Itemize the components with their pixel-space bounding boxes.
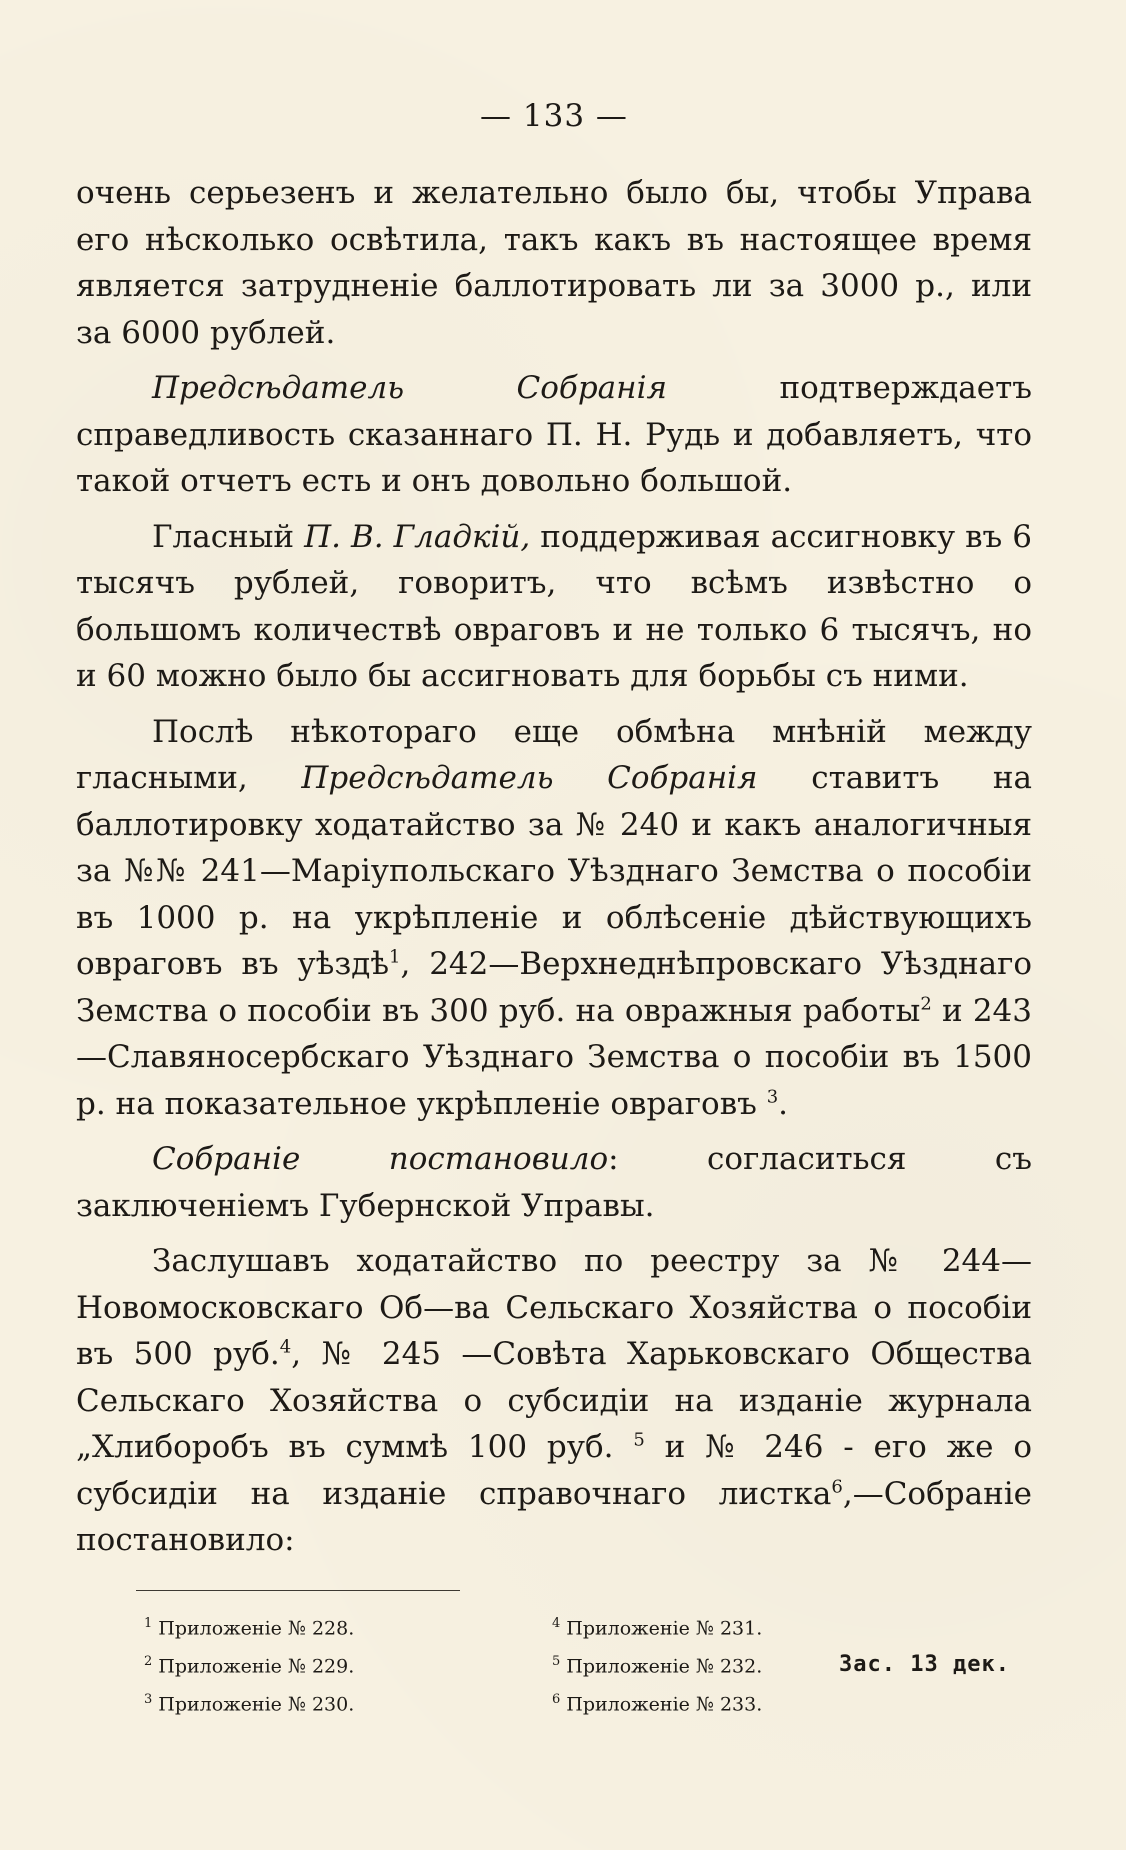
footnote-text-5: Приложеніе № 232. [566, 1655, 763, 1678]
footnote-1 [144, 1607, 458, 1645]
paragraph-2-italic-lead: Предсѣдатель Собранія [152, 370, 668, 406]
session-date-mark: Зас. 13 дек. [839, 1652, 1010, 1677]
footnote-text-1: Приложеніе № 228. [158, 1616, 355, 1639]
footnote-6 [552, 1683, 866, 1721]
footnotes-left-column [144, 1607, 458, 1722]
footnote-mark-3: 3 [144, 1692, 153, 1708]
footnote-text-4: Приложеніе № 231. [566, 1616, 763, 1639]
footnote-ref-5: 5 [633, 1429, 645, 1451]
page-number: — 133 — [480, 98, 628, 134]
footnote-4 [552, 1607, 866, 1645]
paragraph-1-text: очень серьезенъ и желательно было бы, чтобы Управа его нѣсколько освѣтила, такъ какъ въ настоящее время является затрудненіе баллотировать ли за 3000 р., или за 6000 рублей. [76, 175, 1032, 351]
footnote-text-6: Приложеніе № 233. [566, 1693, 763, 1716]
paragraph-4-text-start: Послѣ нѣкотораго еще обмѣна мнѣній между гласными, [76, 713, 1032, 796]
footnote-mark-4: 4 [552, 1615, 561, 1631]
paragraph-4-italic-name: Предсѣдатель Собранія [301, 760, 758, 796]
paragraph-4-text-mid2: , 242—Верхнеднѣпровскаго Уѣзднаго Земства о пособіи въ 300 руб. на овражныя работы [76, 946, 1032, 1029]
paragraph-3 [76, 514, 1032, 700]
footnote-mark-6: 6 [552, 1692, 561, 1708]
footnote-text-3: Приложеніе № 230. [158, 1693, 355, 1716]
footnote-5 [552, 1645, 866, 1683]
footnote-divider [136, 1590, 460, 1591]
paragraph-2-text: подтверждаетъ справедливость сказаннаго П. Н. Рудь и добавляетъ, что такой отчетъ есть и онъ довольно большой. [76, 370, 1032, 499]
footnote-ref-2: 2 [920, 993, 932, 1015]
paragraph-1 [76, 170, 1032, 356]
paragraph-4-text-mid: ставитъ на баллотировку ходатайство за № 240 и какъ аналогичныя за №№ 241—Маріупольскаго Уѣзднаго Земства о пособіи въ 1000 р. на укрѣпленіе и облѣсеніе дѣйствующихъ овраговъ въ уѣздѣ [76, 760, 1032, 982]
paragraph-4-text-mid3: и 243—Славяносербскаго Уѣзднаго Земства о пособіи въ 1500 р. на показательное укрѣпленіе овраговъ [76, 992, 1032, 1122]
paragraph-4-text-end: . [778, 1085, 789, 1122]
footnote-mark-1: 1 [144, 1615, 153, 1631]
footnote-ref-6: 6 [831, 1476, 843, 1498]
footnote-text-2: Приложеніе № 229. [158, 1655, 355, 1678]
paragraph-6 [76, 1238, 1032, 1564]
footnote-ref-1: 1 [389, 946, 401, 968]
paragraph-6-text-end: ,—Собраніе постановило: [76, 1475, 1032, 1558]
paragraph-3-italic-name: П. В. Гладкій, [304, 518, 531, 555]
paragraph-5-italic-lead: Собраніе постановило [152, 1141, 609, 1177]
paragraph-6-text-mid: , № 245 —Совѣта Харьковскаго Общества Сельскаго Хозяйства о субсидіи на изданіе журнала „Хлиборобъ въ суммѣ 100 руб. [76, 1336, 1033, 1465]
footnote-2 [144, 1645, 458, 1683]
paragraph-5 [76, 1136, 1032, 1229]
paragraph-3-prefix: Гласный [152, 518, 305, 555]
paragraph-3-text: поддерживая ассигновку въ 6 тысячъ рублей, говоритъ, что всѣмъ извѣстно о большомъ количествѣ овраговъ и не только 6 тысячъ, но и 60 можно было бы ассигновать для борьбы съ ними. [76, 518, 1032, 694]
paragraph-2 [76, 365, 1032, 505]
footnote-ref-4: 4 [279, 1336, 292, 1358]
paragraph-6-text-mid2: и № 246 - его же о субсидіи на изданіе справочнаго листка [76, 1429, 1032, 1512]
paragraph-4 [76, 709, 1032, 1128]
footnote-3 [144, 1683, 458, 1721]
footnote-ref-3: 3 [766, 1086, 779, 1108]
paragraph-5-text: : согласиться съ заключеніемъ Губернской Управы. [76, 1141, 1032, 1224]
footnote-mark-2: 2 [144, 1653, 153, 1669]
footnote-mark-5: 5 [552, 1653, 561, 1669]
paragraph-6-text-start: Заслушавъ ходатайство по реестру за № 244—Новомосковскаго Об—ва Сельскаго Хозяйства о пособіи въ 500 руб. [76, 1243, 1032, 1372]
footnotes-right-column [552, 1607, 866, 1722]
